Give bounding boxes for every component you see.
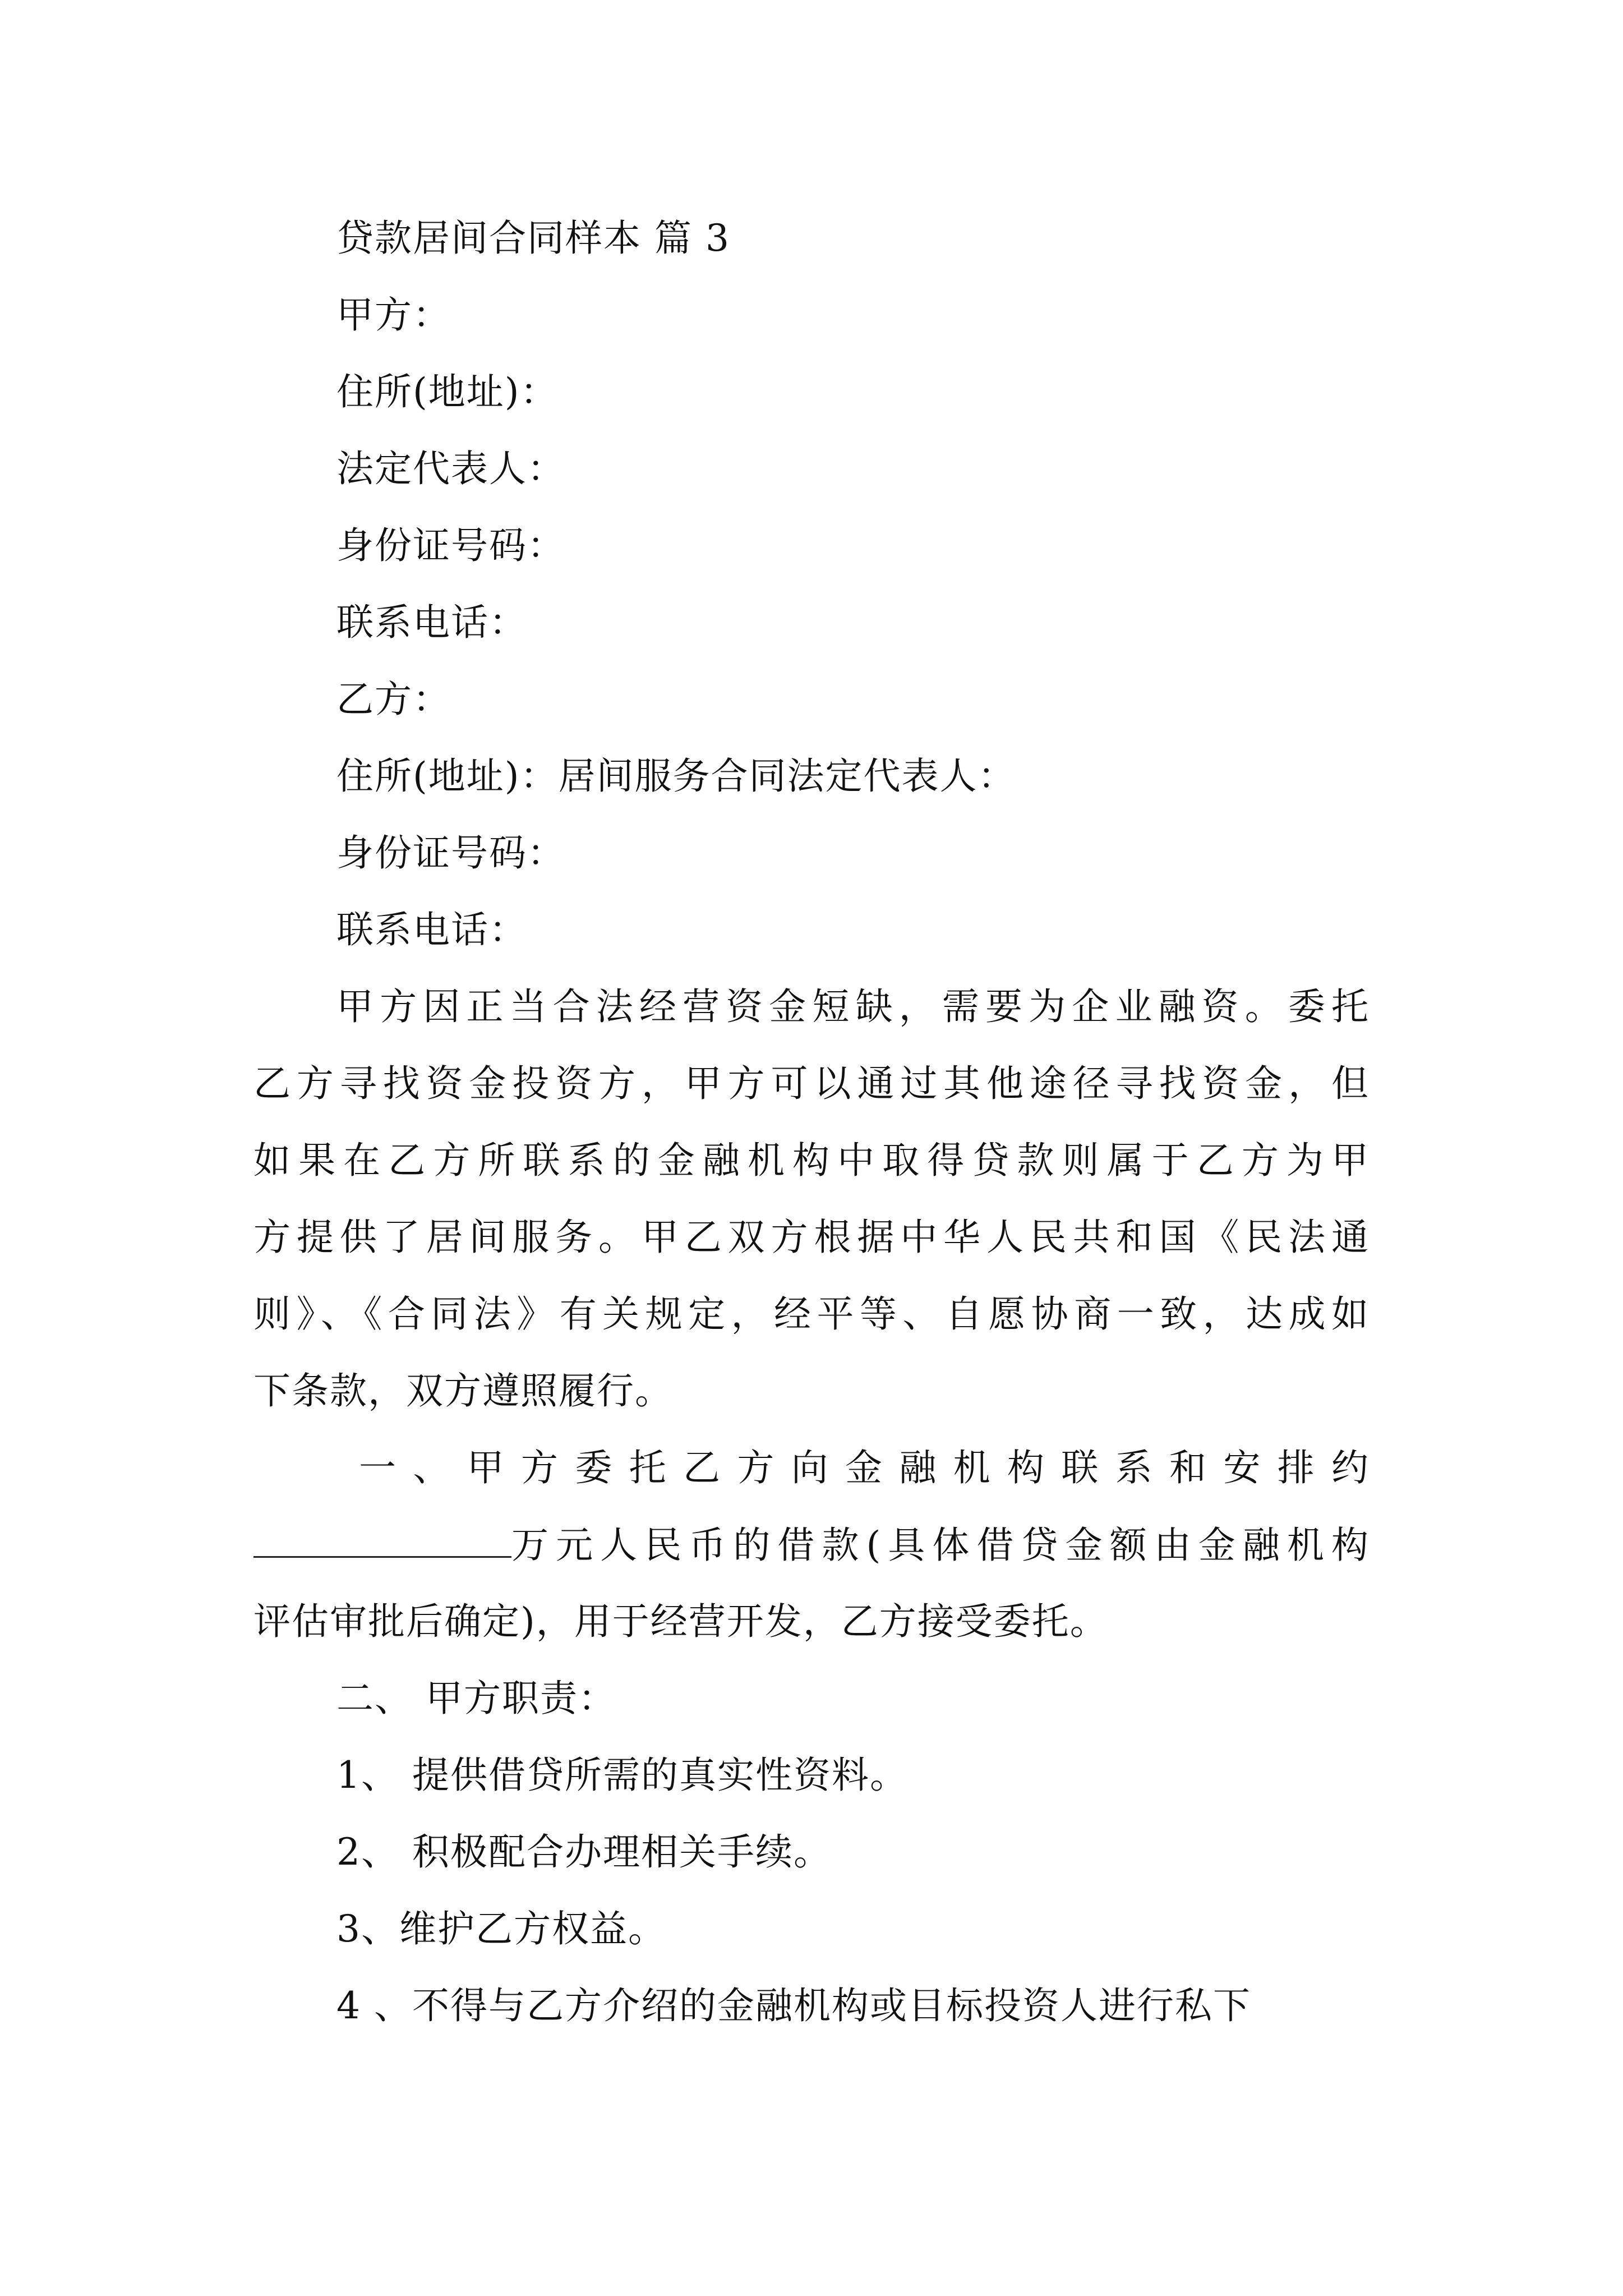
party-b-address: 住所(地址)：居间服务合同法定代表人：: [336, 754, 1016, 798]
clause-2-title: 二、 甲方职责：: [336, 1677, 616, 1720]
party-b-phone: 联系电话：: [336, 908, 527, 951]
party-a-phone: 联系电话：: [336, 601, 527, 644]
clause-2-item: 3、维护乙方权益。: [336, 1907, 666, 1950]
clause-1-amount-line: [253, 1522, 1370, 1568]
party-b-label: 乙方：: [336, 678, 451, 721]
preamble-line: 方提供了居间服务。甲乙双方根据中华人民共和国《民法通: [253, 1216, 1370, 1259]
preamble-line: 下条款，双方遵照履行。: [253, 1369, 673, 1412]
party-b-id-number: 身份证号码：: [336, 831, 565, 875]
clause-2-item: 4 、不得与乙方介绍的金融机构或目标投资人进行私下: [336, 1984, 1251, 2027]
party-a-label: 甲方：: [336, 293, 451, 337]
preamble-line: 乙方寻找资金投资方，甲方可以通过其他途径寻找资金，但: [253, 1062, 1370, 1105]
party-a-legal-rep: 法定代表人：: [336, 447, 565, 490]
amount-blank: [253, 1522, 511, 1558]
party-a-address: 住所(地址)：: [336, 370, 559, 413]
clause-2-item: 1、 提供借贷所需的真实性资料。: [336, 1754, 908, 1797]
clause-1-line: 一、甲方委托乙方向金融机构联系和安排约: [359, 1446, 1370, 1489]
preamble-line: 甲方因正当合法经营资金短缺，需要为企业融资。委托: [336, 985, 1370, 1028]
preamble-line: 如果在乙方所联系的金融机构中取得贷款则属于乙方为甲: [253, 1139, 1370, 1182]
clause-2-item: 2、 积极配合办理相关手续。: [336, 1830, 832, 1874]
clause-1-amount-text: 万元人民币的借款(具体借贷金额由金融机构: [511, 1524, 1370, 1567]
party-a-id-number: 身份证号码：: [336, 524, 565, 567]
clause-1-line: 评估审批后确定)，用于经营开发，乙方接受委托。: [253, 1600, 1108, 1643]
document-title: 贷款居间合同样本 篇 3: [336, 217, 730, 260]
preamble-line: 则》、《合同法》有关规定，经平等、自愿协商一致，达成如: [253, 1292, 1370, 1336]
